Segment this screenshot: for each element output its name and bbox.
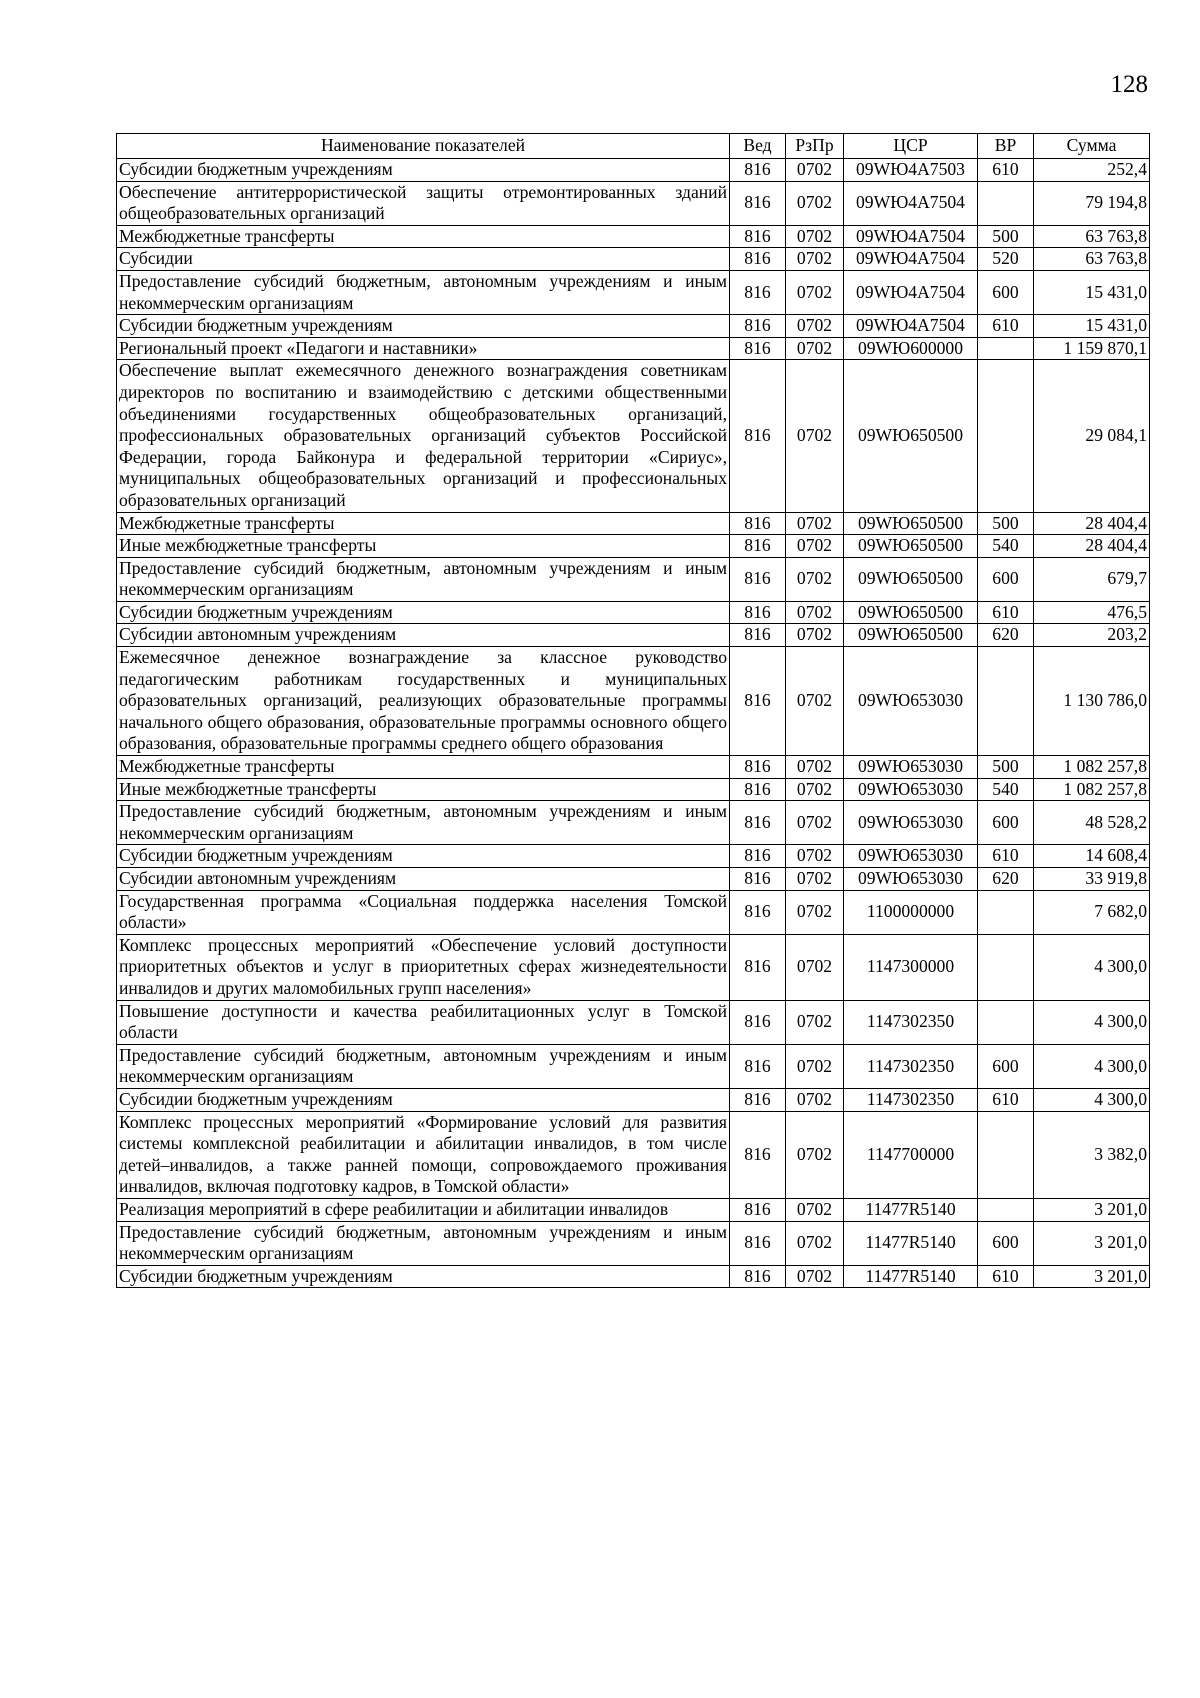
cell-vr: 540 — [978, 535, 1034, 558]
cell-rzpr: 0702 — [786, 624, 844, 647]
cell-name: Предоставление субсидий бюджетным, автономным учреждениям и иным некоммерческим организациям — [117, 801, 730, 845]
cell-ved: 816 — [730, 557, 786, 601]
cell-sum: 79 194,8 — [1034, 181, 1150, 225]
cell-name: Государственная программа «Социальная поддержка населения Томской области» — [117, 890, 730, 934]
column-header-vr: ВР — [978, 134, 1034, 159]
cell-name: Предоставление субсидий бюджетным, автономным учреждениям и иным некоммерческим организациям — [117, 270, 730, 314]
cell-name: Субсидии бюджетным учреждениям — [117, 845, 730, 868]
table-row — [117, 934, 1150, 1000]
cell-ved: 816 — [730, 1265, 786, 1288]
cell-sum: 7 682,0 — [1034, 890, 1150, 934]
cell-vr: 620 — [978, 868, 1034, 891]
cell-rzpr: 0702 — [786, 934, 844, 1000]
page-number: 128 — [1110, 71, 1148, 98]
cell-csr: 11477R5140 — [844, 1265, 978, 1288]
table-row — [117, 337, 1150, 360]
table-row — [117, 557, 1150, 601]
cell-csr: 1147302350 — [844, 1044, 978, 1088]
table-row — [117, 159, 1150, 182]
cell-ved: 816 — [730, 601, 786, 624]
cell-sum: 28 404,4 — [1034, 535, 1150, 558]
cell-rzpr: 0702 — [786, 1000, 844, 1044]
table-row — [117, 225, 1150, 248]
cell-sum: 33 919,8 — [1034, 868, 1150, 891]
cell-name: Предоставление субсидий бюджетным, автономным учреждениям и иным некоммерческим организациям — [117, 1221, 730, 1265]
table-row — [117, 845, 1150, 868]
cell-name: Субсидии бюджетным учреждениям — [117, 159, 730, 182]
cell-ved: 816 — [730, 1221, 786, 1265]
cell-ved: 816 — [730, 315, 786, 338]
cell-sum: 252,4 — [1034, 159, 1150, 182]
cell-csr: 09WЮ600000 — [844, 337, 978, 360]
cell-name: Субсидии — [117, 248, 730, 271]
cell-vr: 610 — [978, 1088, 1034, 1111]
cell-csr: 09WЮ650500 — [844, 535, 978, 558]
table-row — [117, 1000, 1150, 1044]
cell-vr: 600 — [978, 1044, 1034, 1088]
cell-name: Субсидии автономным учреждениям — [117, 868, 730, 891]
header-row — [117, 134, 1150, 159]
cell-rzpr: 0702 — [786, 601, 844, 624]
cell-rzpr: 0702 — [786, 890, 844, 934]
cell-sum: 29 084,1 — [1034, 360, 1150, 512]
cell-vr: 600 — [978, 557, 1034, 601]
table-row — [117, 601, 1150, 624]
table-row — [117, 1265, 1150, 1288]
cell-rzpr: 0702 — [786, 181, 844, 225]
cell-sum: 48 528,2 — [1034, 801, 1150, 845]
budget-table — [116, 133, 1150, 1288]
cell-rzpr: 0702 — [786, 557, 844, 601]
cell-ved: 816 — [730, 778, 786, 801]
cell-csr: 11477R5140 — [844, 1221, 978, 1265]
cell-vr: 610 — [978, 601, 1034, 624]
cell-csr: 09WЮ653030 — [844, 868, 978, 891]
cell-vr: 500 — [978, 512, 1034, 535]
cell-ved: 816 — [730, 512, 786, 535]
cell-rzpr: 0702 — [786, 315, 844, 338]
cell-vr — [978, 1198, 1034, 1221]
cell-sum: 3 382,0 — [1034, 1111, 1150, 1198]
cell-vr: 600 — [978, 1221, 1034, 1265]
cell-csr: 1100000000 — [844, 890, 978, 934]
cell-vr: 620 — [978, 624, 1034, 647]
column-header-ved: Вед — [730, 134, 786, 159]
cell-ved: 816 — [730, 270, 786, 314]
cell-rzpr: 0702 — [786, 801, 844, 845]
cell-name: Повышение доступности и качества реабилитационных услуг в Томской области — [117, 1000, 730, 1044]
cell-vr: 500 — [978, 756, 1034, 779]
cell-csr: 09WЮ650500 — [844, 557, 978, 601]
cell-ved: 816 — [730, 1198, 786, 1221]
cell-rzpr: 0702 — [786, 1265, 844, 1288]
cell-vr: 610 — [978, 1265, 1034, 1288]
cell-csr: 09WЮ4А7504 — [844, 248, 978, 271]
cell-rzpr: 0702 — [786, 868, 844, 891]
cell-ved: 816 — [730, 756, 786, 779]
cell-name: Межбюджетные трансферты — [117, 512, 730, 535]
cell-ved: 816 — [730, 1088, 786, 1111]
table-row — [117, 1111, 1150, 1198]
cell-sum: 63 763,8 — [1034, 225, 1150, 248]
table-row — [117, 778, 1150, 801]
cell-ved: 816 — [730, 1044, 786, 1088]
cell-csr: 09WЮ4А7504 — [844, 181, 978, 225]
cell-vr: 520 — [978, 248, 1034, 271]
cell-ved: 816 — [730, 868, 786, 891]
cell-sum: 4 300,0 — [1034, 1088, 1150, 1111]
cell-ved: 816 — [730, 159, 786, 182]
cell-sum: 4 300,0 — [1034, 1044, 1150, 1088]
cell-vr: 540 — [978, 778, 1034, 801]
cell-sum: 15 431,0 — [1034, 315, 1150, 338]
table-row — [117, 756, 1150, 779]
cell-vr: 600 — [978, 801, 1034, 845]
cell-ved: 816 — [730, 337, 786, 360]
cell-name: Комплекс процессных мероприятий «Обеспечение условий доступности приоритетных объектов и услуг в приоритетных сферах жизнедеятельности инвалидов и других маломобильных групп населения» — [117, 934, 730, 1000]
cell-vr — [978, 1000, 1034, 1044]
cell-vr — [978, 337, 1034, 360]
cell-vr — [978, 890, 1034, 934]
cell-name: Предоставление субсидий бюджетным, автономным учреждениям и иным некоммерческим организациям — [117, 1044, 730, 1088]
cell-vr: 610 — [978, 845, 1034, 868]
table-row — [117, 801, 1150, 845]
cell-csr: 09WЮ4А7504 — [844, 315, 978, 338]
cell-rzpr: 0702 — [786, 1044, 844, 1088]
cell-name: Комплекс процессных мероприятий «Формирование условий для развития системы комплексной реабилитации и абилитации инвалидов, в том числе детей–инвалидов, а также ранней помощи, сопровождаемого проживания инвалидов, включая подготовку кадров, в Томской области» — [117, 1111, 730, 1198]
cell-name: Субсидии бюджетным учреждениям — [117, 1088, 730, 1111]
cell-name: Обеспечение антитеррористической защиты отремонтированных зданий общеобразовательных организаций — [117, 181, 730, 225]
cell-ved: 816 — [730, 360, 786, 512]
cell-ved: 816 — [730, 845, 786, 868]
cell-ved: 816 — [730, 801, 786, 845]
cell-name: Обеспечение выплат ежемесячного денежного вознаграждения советникам директоров по воспитанию и взаимодействию с детскими общественными объединениями государственных общеобразовательных организаций, профессиональных образовательных организаций субъектов Российской Федерации, города Байконура и федеральной территории «Сириус», муниципальных общеобразовательных организаций и профессиональных образовательных организаций — [117, 360, 730, 512]
cell-name: Предоставление субсидий бюджетным, автономным учреждениям и иным некоммерческим организациям — [117, 557, 730, 601]
cell-ved: 816 — [730, 624, 786, 647]
table-row — [117, 1221, 1150, 1265]
cell-csr: 09WЮ650500 — [844, 512, 978, 535]
cell-rzpr: 0702 — [786, 225, 844, 248]
table-row — [117, 315, 1150, 338]
cell-rzpr: 0702 — [786, 535, 844, 558]
cell-sum: 1 159 870,1 — [1034, 337, 1150, 360]
cell-rzpr: 0702 — [786, 756, 844, 779]
column-header-csr: ЦСР — [844, 134, 978, 159]
cell-sum: 4 300,0 — [1034, 934, 1150, 1000]
cell-csr: 1147302350 — [844, 1000, 978, 1044]
cell-rzpr: 0702 — [786, 512, 844, 535]
cell-rzpr: 0702 — [786, 1111, 844, 1198]
table-row — [117, 248, 1150, 271]
cell-csr: 09WЮ650500 — [844, 624, 978, 647]
cell-name: Субсидии бюджетным учреждениям — [117, 315, 730, 338]
cell-name: Ежемесячное денежное вознаграждение за классное руководство педагогическим работникам государственных и муниципальных образовательных организаций, реализующих образовательные программы начального общего образования, образовательные программы основного общего образования, образовательные программы среднего общего образования — [117, 647, 730, 756]
cell-vr — [978, 360, 1034, 512]
cell-ved: 816 — [730, 225, 786, 248]
cell-csr: 1147302350 — [844, 1088, 978, 1111]
cell-vr — [978, 934, 1034, 1000]
cell-rzpr: 0702 — [786, 337, 844, 360]
cell-name: Субсидии бюджетным учреждениям — [117, 601, 730, 624]
cell-sum: 63 763,8 — [1034, 248, 1150, 271]
cell-name: Субсидии автономным учреждениям — [117, 624, 730, 647]
cell-ved: 816 — [730, 181, 786, 225]
cell-name: Субсидии бюджетным учреждениям — [117, 1265, 730, 1288]
cell-csr: 09WЮ653030 — [844, 801, 978, 845]
cell-rzpr: 0702 — [786, 248, 844, 271]
cell-name: Реализация мероприятий в сфере реабилитации и абилитации инвалидов — [117, 1198, 730, 1221]
cell-sum: 1 082 257,8 — [1034, 756, 1150, 779]
table-row — [117, 512, 1150, 535]
table-row — [117, 1198, 1150, 1221]
table-body — [117, 159, 1150, 1288]
cell-csr: 09WЮ653030 — [844, 647, 978, 756]
cell-sum: 3 201,0 — [1034, 1265, 1150, 1288]
cell-rzpr: 0702 — [786, 159, 844, 182]
cell-csr: 09WЮ650500 — [844, 360, 978, 512]
cell-ved: 816 — [730, 647, 786, 756]
cell-csr: 09WЮ653030 — [844, 778, 978, 801]
table-row — [117, 535, 1150, 558]
cell-vr: 610 — [978, 315, 1034, 338]
cell-sum: 14 608,4 — [1034, 845, 1150, 868]
table-row — [117, 181, 1150, 225]
table-row — [117, 1044, 1150, 1088]
cell-ved: 816 — [730, 1111, 786, 1198]
column-header-rzpr: РзПр — [786, 134, 844, 159]
cell-rzpr: 0702 — [786, 778, 844, 801]
cell-rzpr: 0702 — [786, 1088, 844, 1111]
cell-sum: 4 300,0 — [1034, 1000, 1150, 1044]
cell-name: Межбюджетные трансферты — [117, 225, 730, 248]
cell-csr: 1147300000 — [844, 934, 978, 1000]
table-row — [117, 1088, 1150, 1111]
cell-sum: 1 130 786,0 — [1034, 647, 1150, 756]
cell-name: Региональный проект «Педагоги и наставники» — [117, 337, 730, 360]
cell-vr: 610 — [978, 159, 1034, 182]
cell-sum: 3 201,0 — [1034, 1221, 1150, 1265]
table-row — [117, 890, 1150, 934]
cell-vr — [978, 181, 1034, 225]
cell-name: Иные межбюджетные трансферты — [117, 535, 730, 558]
cell-csr: 11477R5140 — [844, 1198, 978, 1221]
cell-vr — [978, 1111, 1034, 1198]
cell-csr: 09WЮ653030 — [844, 845, 978, 868]
cell-vr — [978, 647, 1034, 756]
cell-sum: 203,2 — [1034, 624, 1150, 647]
cell-ved: 816 — [730, 1000, 786, 1044]
table-row — [117, 868, 1150, 891]
column-header-sum: Сумма — [1034, 134, 1150, 159]
table-row — [117, 624, 1150, 647]
column-header-name: Наименование показателей — [117, 134, 730, 159]
cell-sum: 1 082 257,8 — [1034, 778, 1150, 801]
cell-sum: 15 431,0 — [1034, 270, 1150, 314]
cell-csr: 1147700000 — [844, 1111, 978, 1198]
cell-sum: 28 404,4 — [1034, 512, 1150, 535]
cell-ved: 816 — [730, 890, 786, 934]
table-row — [117, 647, 1150, 756]
table-row — [117, 360, 1150, 512]
cell-rzpr: 0702 — [786, 1198, 844, 1221]
cell-csr: 09WЮ4А7504 — [844, 270, 978, 314]
cell-csr: 09WЮ653030 — [844, 756, 978, 779]
cell-vr: 500 — [978, 225, 1034, 248]
table-header — [117, 134, 1150, 159]
cell-ved: 816 — [730, 535, 786, 558]
cell-ved: 816 — [730, 248, 786, 271]
table-row — [117, 270, 1150, 314]
cell-csr: 09WЮ4А7503 — [844, 159, 978, 182]
cell-sum: 679,7 — [1034, 557, 1150, 601]
cell-sum: 3 201,0 — [1034, 1198, 1150, 1221]
cell-name: Иные межбюджетные трансферты — [117, 778, 730, 801]
cell-sum: 476,5 — [1034, 601, 1150, 624]
cell-csr: 09WЮ4А7504 — [844, 225, 978, 248]
cell-vr: 600 — [978, 270, 1034, 314]
cell-rzpr: 0702 — [786, 360, 844, 512]
cell-rzpr: 0702 — [786, 1221, 844, 1265]
cell-csr: 09WЮ650500 — [844, 601, 978, 624]
cell-name: Межбюджетные трансферты — [117, 756, 730, 779]
cell-rzpr: 0702 — [786, 270, 844, 314]
cell-ved: 816 — [730, 934, 786, 1000]
cell-rzpr: 0702 — [786, 845, 844, 868]
cell-rzpr: 0702 — [786, 647, 844, 756]
